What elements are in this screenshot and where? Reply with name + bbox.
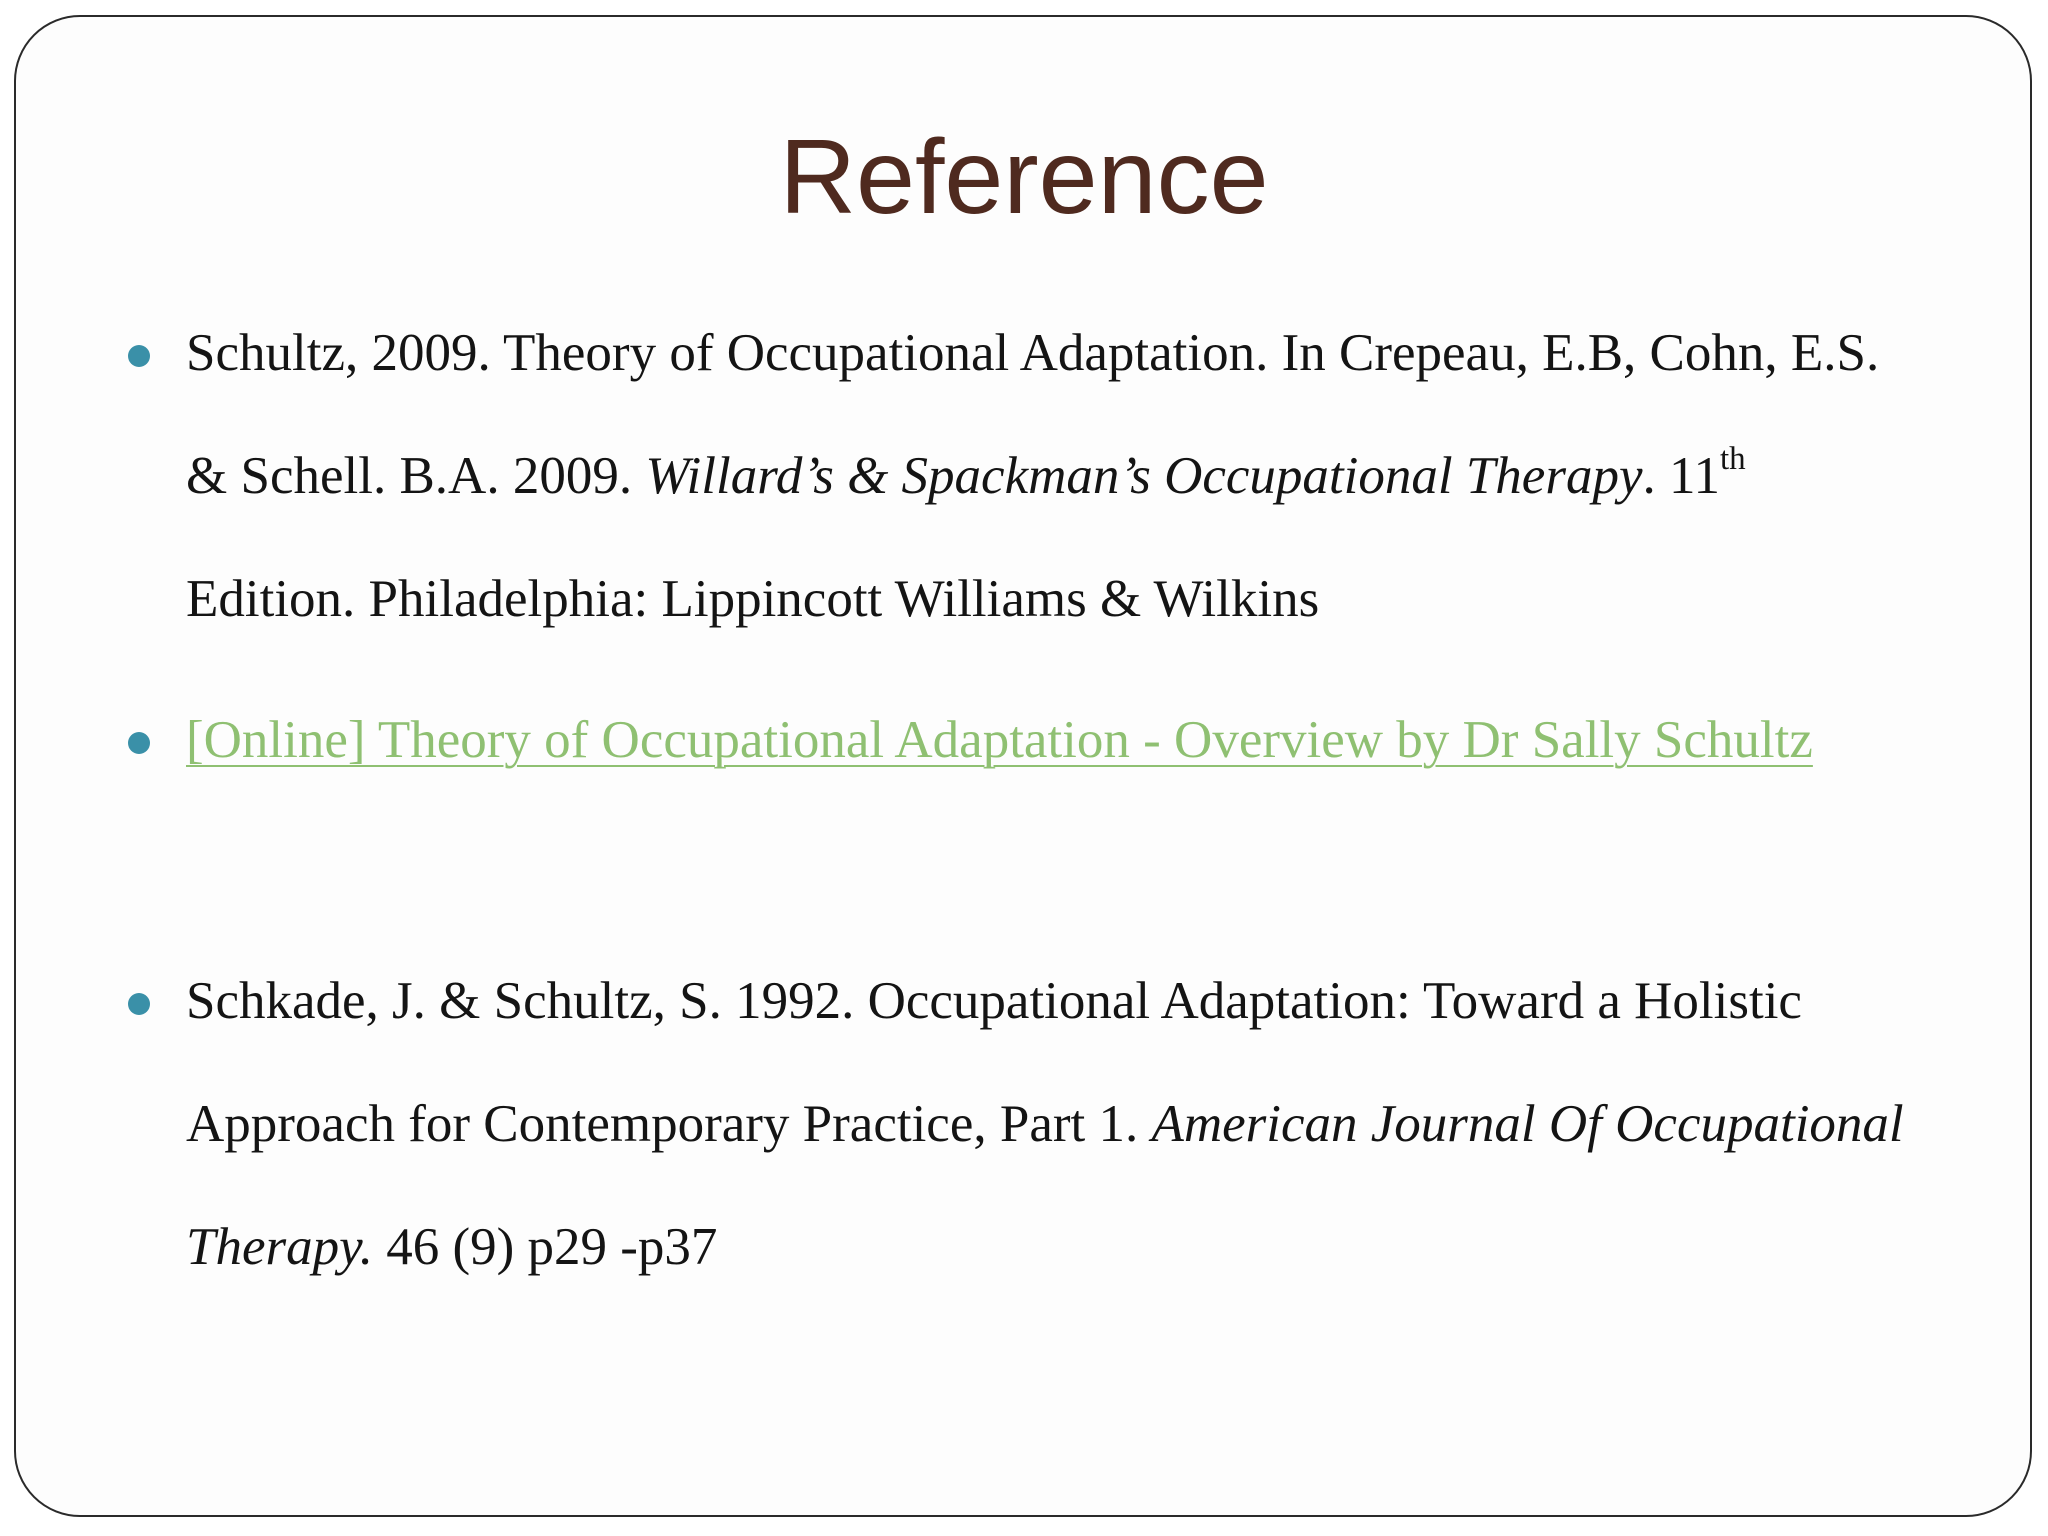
- reference-item-schkade-1992: [186, 940, 1926, 1309]
- reference-citation: Schkade, J. & Schultz, S. 1992. Occupational Adaptation: Toward a Holistic Approach for Contemporary Practice, Part 1.: [186, 972, 1802, 1153]
- slide-title: Reference: [779, 118, 1269, 236]
- bullet-icon: [128, 345, 150, 367]
- reference-item-schultz-2009: [186, 292, 1926, 661]
- reference-book-title: Willard’s & Spackman’s Occupational Therapy: [645, 447, 1643, 505]
- online-overview-link[interactable]: [Online] Theory of Occupational Adaptation - Overview by Dr Sally Schultz: [186, 711, 1813, 769]
- reference-journal: American Journal Of Occupational Therapy.: [186, 1095, 1904, 1276]
- bullet-icon: [128, 732, 150, 754]
- reference-item-online-overview: [186, 679, 1926, 802]
- bullet-icon: [128, 993, 150, 1015]
- reference-chapter: Theory of Occupational Adaptation. In Crepeau, E.B, Cohn, E.S. & Schell. B.A. 2009.: [186, 324, 1880, 505]
- reference-edition-superscript: th: [1720, 441, 1746, 477]
- reference-edition-rest: Edition. Philadelphia: Lippincott Williams & Wilkins: [186, 570, 1320, 628]
- reference-edition-prefix: . 11: [1642, 447, 1721, 505]
- reference-details: 46 (9) p29 -p37: [372, 1218, 718, 1276]
- reference-author-year: Schultz, 2009.: [186, 324, 491, 382]
